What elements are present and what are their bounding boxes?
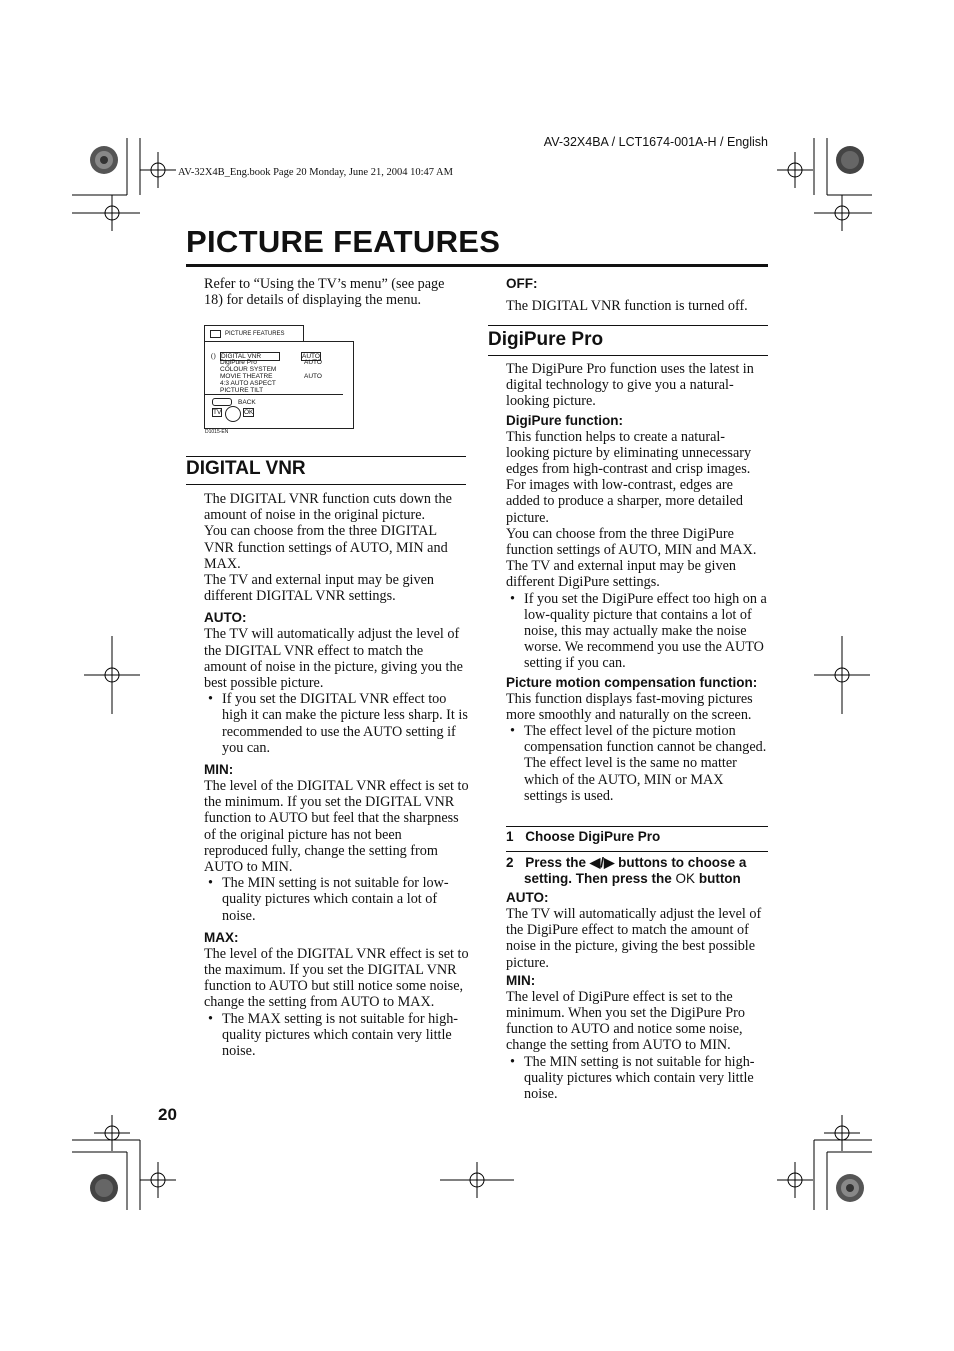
step-2 [506,855,768,871]
menu-item: DigiPure Pro [220,359,257,366]
section-rule [488,325,768,326]
paragraph: This function helps to create a natural-looking picture by eliminating unnecessary edges from high-contrast and crisp images. For images with low-contrast, edges are added to produce a sharper, more detailed picture. [506,428,752,526]
digital-vnr-body [204,491,469,1059]
paragraph: This function displays fast-moving pictures more smoothly and naturally on the screen. [506,690,753,723]
setting-label: MAX: [204,929,239,945]
bullet-note: • The effect level of the picture motion compensation function cannot be changed. The effect level is the same no matter which of the AUTO, MIN or MAX settings is used. [506,723,768,804]
digipure-settings [506,890,768,1102]
step-2-continued [524,871,768,887]
setting-label: AUTO: [506,890,549,905]
bullet-note: • The MIN setting is not suitable for high-quality pictures which contain very little noise. [506,1054,768,1103]
paragraph: The TV will automatically adjust the level of the DigiPure effect to match the amount of noise in the picture, giving the best possible picture. [506,906,762,971]
menu-divider [205,394,343,395]
paragraph: The DIGITAL VNR function cuts down the amount of noise in the original picture. [204,491,452,524]
direction-pad-icon [225,406,241,422]
step-rule [506,851,768,852]
menu-ok-label: OK [244,409,254,416]
paragraph: The level of DigiPure effect is set to the minimum. When you set the DigiPure Pro function to AUTO and notice some noise, change the setting from AUTO to MIN. [506,988,745,1054]
menu-tab-label: PICTURE FEATURES [225,331,285,337]
book-line: AV-32X4B_Eng.book Page 20 Monday, June 21, 2004 10:47 AM [178,167,453,178]
off-text: The DIGITAL VNR function is turned off. [506,298,748,314]
section-rule [186,456,466,457]
section-heading: DigiPure Pro [488,329,604,350]
menu-image-code: D1015-EN [205,429,229,435]
paragraph: You can choose from the three DIGITAL VNR function settings of AUTO, MIN and MAX. [204,523,448,572]
paragraph: The TV will automatically adjust the level of the DIGITAL VNR effect to match the amount of noise in the picture, giving you the best possible picture. [204,626,463,692]
setting-label: MIN: [204,762,234,778]
step-rule [506,826,768,827]
paragraph: The level of the DIGITAL VNR effect is set to the maximum. If you set the DIGITAL VNR function to AUTO but still notice some noise, change the setting from AUTO to MAX. [204,945,469,1011]
menu-back-label: BACK [238,399,256,406]
bullet-note: • If you set the DigiPure effect too high on a low-quality picture that contains a lot of noise, this may actually make the noise worse. We recommend you use the AUTO setting if you can. [506,591,768,672]
bullet-note: • The MIN setting is not suitable for low-quality pictures which contain a lot of noise. [204,875,469,924]
section-rule [186,484,466,485]
menu-item: COLOUR SYSTEM [220,366,277,373]
bullet-note: • The MAX setting is not suitable for high-quality pictures which contain very little noise. [204,1011,469,1060]
menu-item: PICTURE TILT [220,387,264,394]
menu-item: 4:3 AUTO ASPECT [220,380,276,387]
step-text: setting. Then press the [524,871,672,886]
intro-text: Refer to “Using the TV’s menu” (see page 18) for details of displaying the menu. [204,276,445,309]
paragraph: The TV and external input may be given different DIGITAL VNR settings. [204,572,434,605]
menu-value: AUTO [302,353,320,360]
step-1 [506,829,768,845]
ok-button-label: OK [675,871,696,886]
paragraph: The level of the DIGITAL VNR effect is set to the minimum. If you set the DIGITAL VNR function to AUTO but feel that the sharpness of the original picture has not been reproduced fully, change the setting from AUTO to MIN. [204,778,469,876]
subsection-label: Picture motion compensation function: [506,674,758,690]
title-rule [186,264,768,267]
menu-value: AUTO [304,373,322,380]
paragraph: You can choose from the three DigiPure function settings of AUTO, MIN and MAX. [506,525,757,559]
menu-cursor-icon: () [211,352,216,360]
step-text: button [698,871,741,886]
step-text: Choose DigiPure Pro [525,829,661,844]
back-icon [212,398,232,406]
menu-item: DIGITAL VNR [220,352,280,361]
menu-tab [204,325,304,342]
step-number: 1 [506,829,514,844]
page-number: 20 [158,1105,177,1124]
menu-item: MOVIE THEATRE [220,373,273,380]
menu-tv-label: TV [213,409,222,416]
step-text: Press the ◀/▶ buttons to choose a [525,855,747,870]
section-heading: DIGITAL VNR [186,458,306,479]
off-label: OFF: [506,276,538,291]
menu-value: AUTO [304,359,322,366]
paragraph: The DigiPure Pro function uses the latest in digital technology to give you a natural-looking picture. [506,361,754,410]
setting-label: MIN: [506,972,536,988]
page-title: PICTURE FEATURES [186,224,501,259]
menu-screen-illustration [204,325,354,429]
menu-body [204,341,354,429]
menu-tab-icon [210,330,221,338]
bullet-note: • If you set the DIGITAL VNR effect too high it can make the picture less sharp. It is recommended to use the AUTO setting if you can. [204,691,469,756]
step-number: 2 [506,855,514,870]
model-code: AV-32X4BA / LCT1674-001A-H / English [543,135,768,149]
setting-label: AUTO: [204,610,247,626]
subsection-label: DigiPure function: [506,412,623,428]
digipure-body [506,361,768,804]
section-rule [488,355,768,356]
paragraph: The TV and external input may be given different DigiPure settings. [506,558,736,591]
